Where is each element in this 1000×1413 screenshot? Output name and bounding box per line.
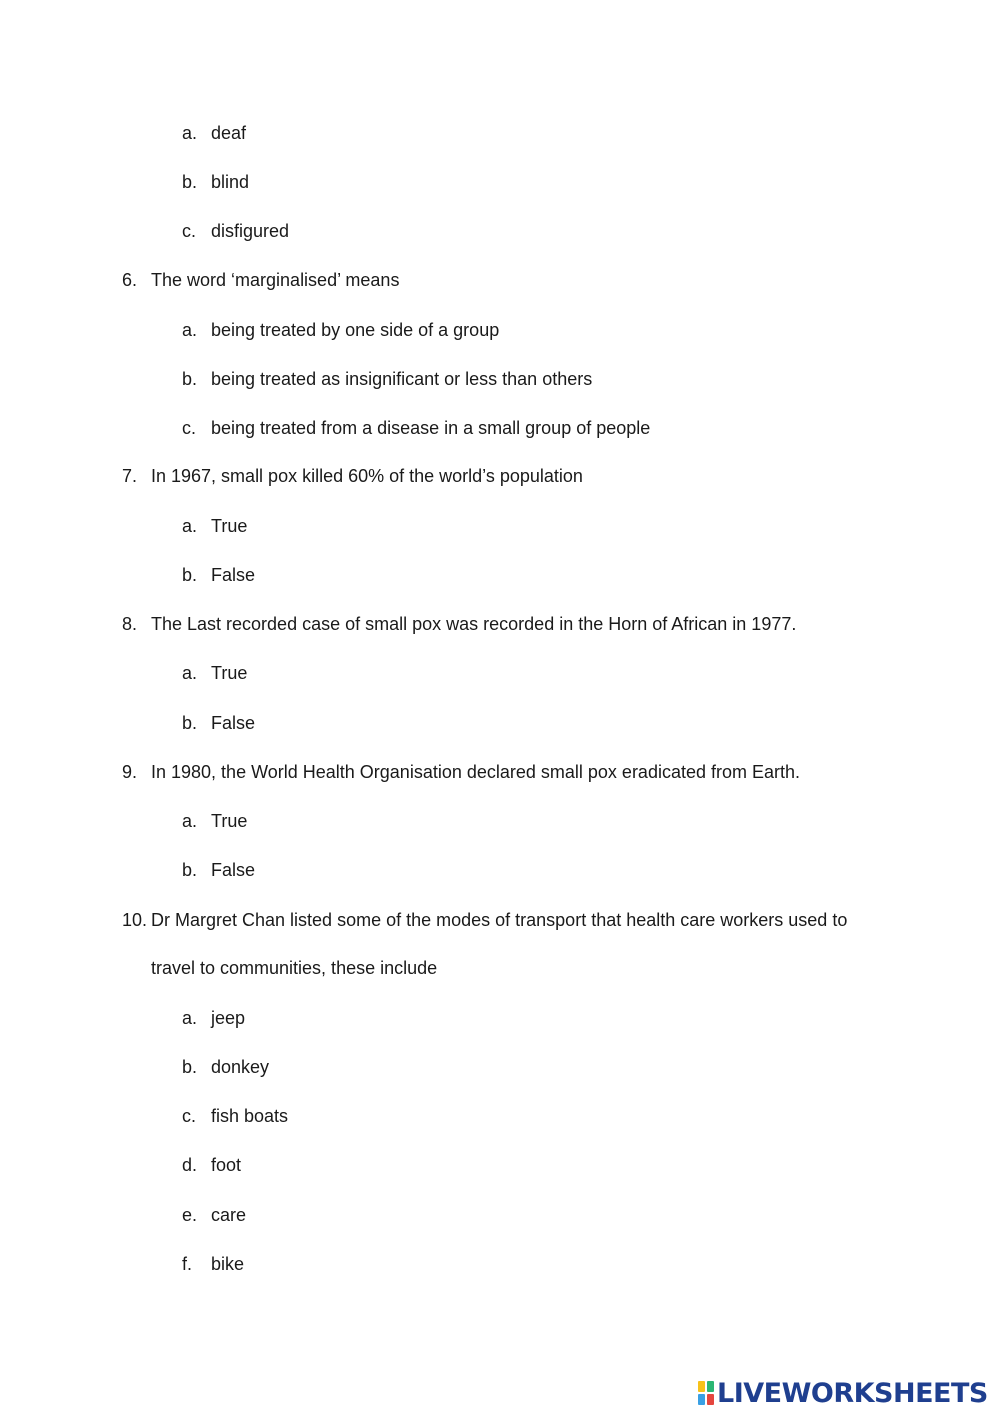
option-text: True [211,516,248,536]
question-8 [122,612,797,636]
question-9 [122,760,801,784]
option-marker: a. [182,1008,198,1028]
option-marker: b. [182,172,198,192]
question-text: The word ‘marginalised’ means [151,270,400,290]
option-d[interactable] [182,1153,242,1177]
option-b[interactable] [182,563,256,587]
option-marker: a. [182,123,198,143]
option-a[interactable] [182,661,248,685]
option-f[interactable] [182,1252,245,1276]
option-b[interactable] [182,170,250,194]
question-text: In 1980, the World Health Organisation declared small pox eradicated from Earth. [151,762,801,782]
question-text: Dr Margret Chan listed some of the modes of transport that health care workers used to [151,910,848,930]
option-e[interactable] [182,1203,247,1227]
option-text: blind [211,172,250,192]
question-number: 8. [122,614,138,634]
option-a[interactable] [182,809,248,833]
option-marker: b. [182,369,198,389]
option-b[interactable] [182,1055,270,1079]
option-text: jeep [211,1008,246,1028]
option-text: True [211,811,248,831]
option-marker: a. [182,516,198,536]
option-b[interactable] [182,367,593,391]
option-text: being treated as insignificant or less than others [211,369,593,389]
option-marker: b. [182,565,198,585]
option-a[interactable] [182,121,247,145]
question-7 [122,464,583,488]
question-6 [122,268,400,292]
question-10-continued [151,956,437,980]
option-text: False [211,860,256,880]
question-number: 7. [122,466,138,486]
option-a[interactable] [182,318,500,342]
option-b[interactable] [182,858,256,882]
question-number: 9. [122,762,138,782]
question-10 [122,908,848,932]
option-text: False [211,565,256,585]
option-marker: a. [182,663,198,683]
logo-text: LIVEWORKSHEETS [717,1377,988,1409]
option-text: False [211,713,256,733]
option-text: fish boats [211,1106,289,1126]
option-a[interactable] [182,1006,246,1030]
option-text: bike [211,1254,245,1274]
option-marker: b. [182,713,198,733]
option-c[interactable] [182,219,290,243]
option-marker: b. [182,860,198,880]
option-text: being treated by one side of a group [211,320,500,340]
option-text: foot [211,1155,242,1175]
option-marker: a. [182,811,198,831]
option-text: deaf [211,123,247,143]
option-text: care [211,1205,247,1225]
option-marker: c. [182,418,197,438]
option-marker: f. [182,1254,193,1274]
question-text: travel to communities, these include [151,958,438,978]
option-text: disfigured [211,221,290,241]
question-number: 10. [122,910,148,930]
option-c[interactable] [182,1104,289,1128]
option-a[interactable] [182,514,248,538]
option-marker: e. [182,1205,198,1225]
option-marker: c. [182,221,197,241]
liveworksheets-logo-icon [698,1381,714,1405]
option-marker: a. [182,320,198,340]
option-marker: c. [182,1106,197,1126]
option-text: being treated from a disease in a small group of people [211,418,651,438]
question-text: The Last recorded case of small pox was recorded in the Horn of African in 1977. [151,614,797,634]
option-marker: d. [182,1155,198,1175]
option-c[interactable] [182,416,651,440]
option-b[interactable] [182,711,256,735]
question-text: In 1967, small pox killed 60% of the world’s population [151,466,583,486]
option-marker: b. [182,1057,198,1077]
option-text: True [211,663,248,683]
liveworksheets-logo[interactable] [698,1376,988,1410]
option-text: donkey [211,1057,270,1077]
question-number: 6. [122,270,138,290]
